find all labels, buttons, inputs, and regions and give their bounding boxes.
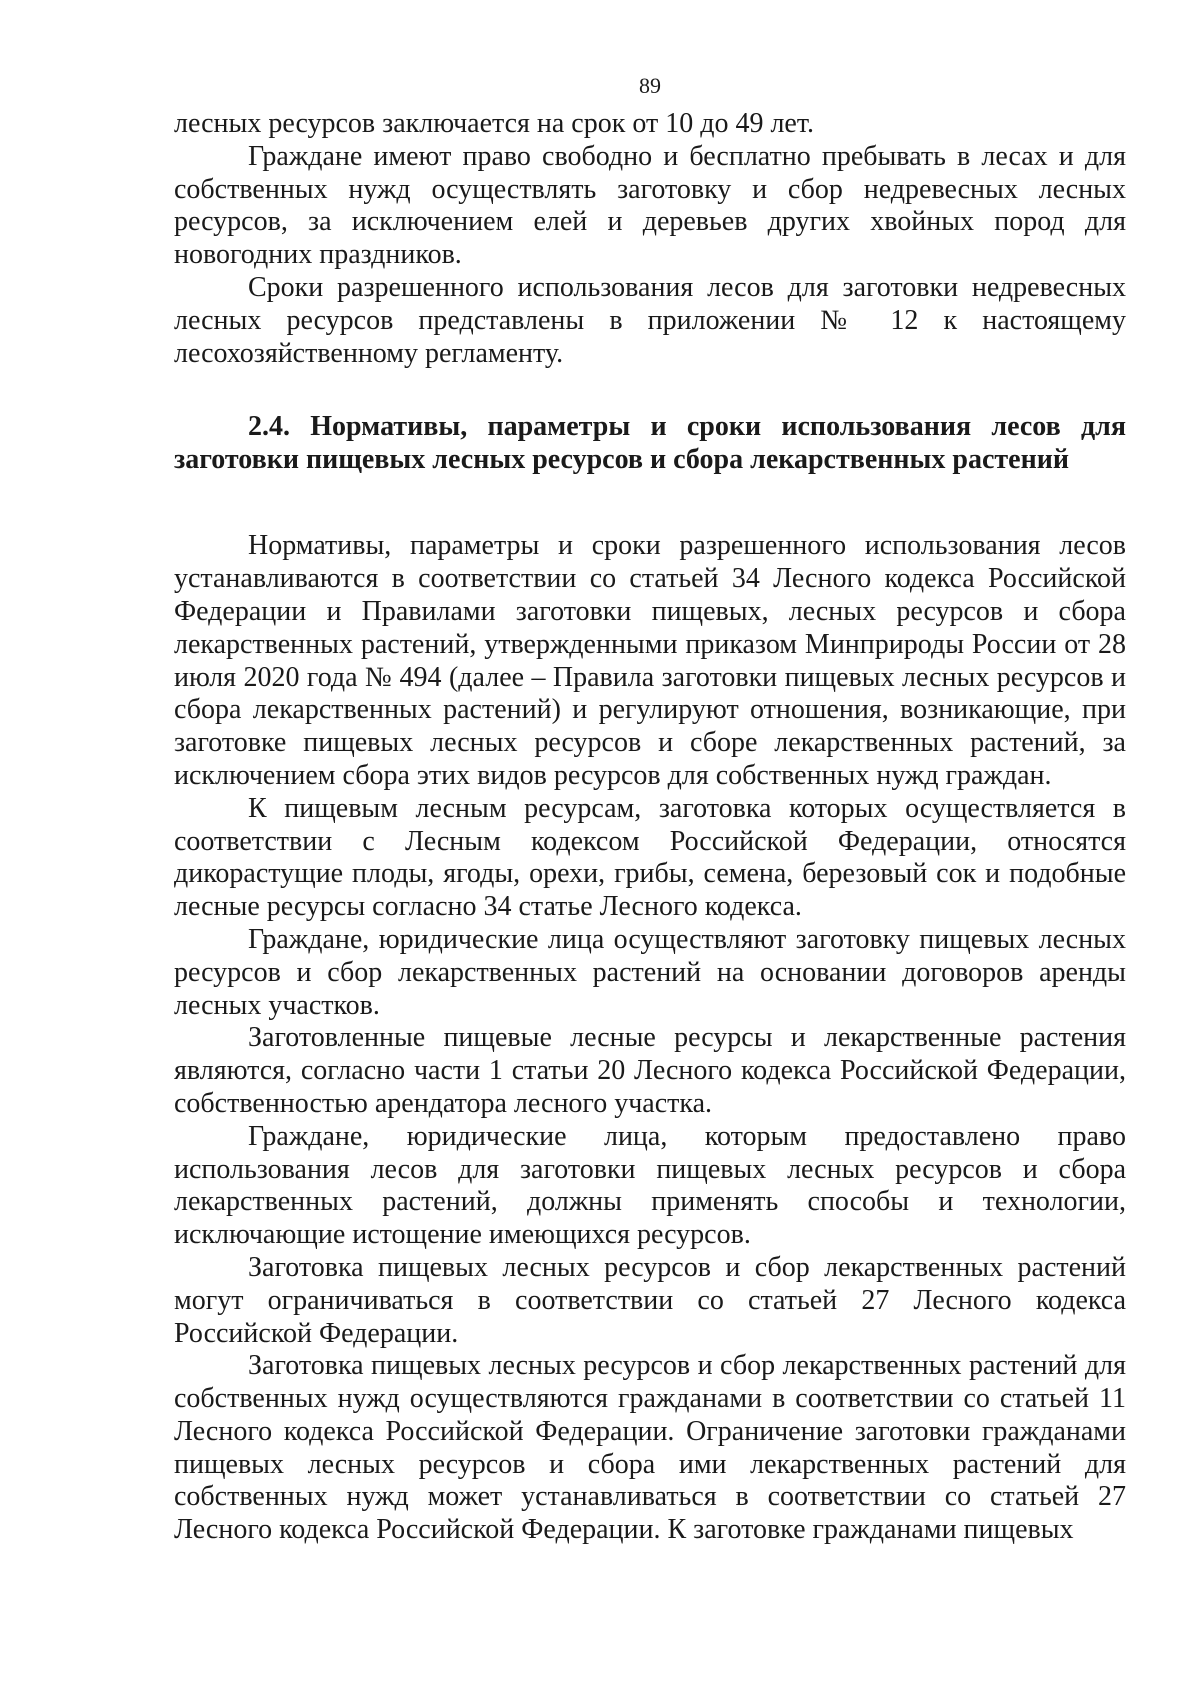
paragraph-food-resources: К пищевым лесным ресурсам, заготовка которых осуществляется в соответствии с Лесным кодексом Российской Федерации, относятся дикорастущие плоды, ягоды, орехи, грибы, семена, березовый сок и подобные лесные ресурсы согласно 34 статье Лесного кодекса.: [174, 792, 1126, 923]
paragraph-ownership: Заготовленные пищевые лесные ресурсы и лекарственные растения являются, согласно части 1 статьи 20 Лесного кодекса Российской Федерации, собственностью арендатора лесного участка.: [174, 1022, 1126, 1119]
paragraph-own-needs: Заготовка пищевых лесных ресурсов и сбор лекарственных растений для собственных нужд осуществляются гражданами в соответствии со статьей 11 Лесного кодекса Российской Федерации. Ограничение заготовки гражданами пищевых лесных ресурсов и сбора ими лекарственных растений для собственных нужд может устанавливаться в соответствии со статьей 27 Лесного кодекса Российской Федерации. К заготовке гражданами пищевых: [174, 1350, 1126, 1546]
paragraph-terms-nonwood: Сроки разрешенного использования лесов для заготовки недревесных лесных ресурсов представлены в приложении № 12 к настоящему лесохозяйственному регламенту.: [174, 271, 1126, 369]
paragraph-lease-agreements: Граждане, юридические лица осуществляют заготовку пищевых лесных ресурсов и сбор лекарственных растений на основании договоров аренды лесных участков.: [174, 923, 1126, 1021]
document-page: [174, 72, 1126, 1547]
paragraph-restrictions: Заготовка пищевых лесных ресурсов и сбор лекарственных растений могут ограничиваться в соответствии со статьей 27 Лесного кодекса Российской Федерации.: [174, 1251, 1126, 1349]
paragraph-continuation: лесных ресурсов заключается на срок от 10 до 49 лет.: [174, 108, 814, 139]
paragraph-citizens-rights: Граждане имеют право свободно и бесплатно пребывать в лесах и для собственных нужд осуществлять заготовку и сбор недревесных лесных ресурсов, за исключением елей и деревьев других хвойных пород для новогодних праздников.: [174, 140, 1126, 271]
paragraph-normatives: Нормативы, параметры и сроки разрешенного использования лесов устанавливаются в соответствии со статьей 34 Лесного кодекса Российской Федерации и Правилами заготовки пищевых, лесных ресурсов и сбора лекарственных растений, утвержденными приказом Минприроды России от 28 июля 2020 года № 494 (далее – Правила заготовки пищевых лесных ресурсов и сбора лекарственных растений) и регулируют отношения, возникающие, при заготовке пищевых лесных ресурсов и сборе лекарственных растений, за исключением сбора этих видов ресурсов для собственных нужд граждан.: [174, 530, 1126, 791]
section-heading: 2.4. Нормативы, параметры и сроки использования лесов для заготовки пищевых лесных ресурсов и сбора лекарственных растений: [174, 411, 1126, 476]
paragraph-technologies: Граждане, юридические лица, которым предоставлено право использования лесов для заготовки пищевых лесных ресурсов и сбора лекарственных растений, должны применять способы и технологии, исключающие истощение имеющихся ресурсов.: [174, 1120, 1126, 1251]
page-number: 89: [639, 73, 661, 98]
